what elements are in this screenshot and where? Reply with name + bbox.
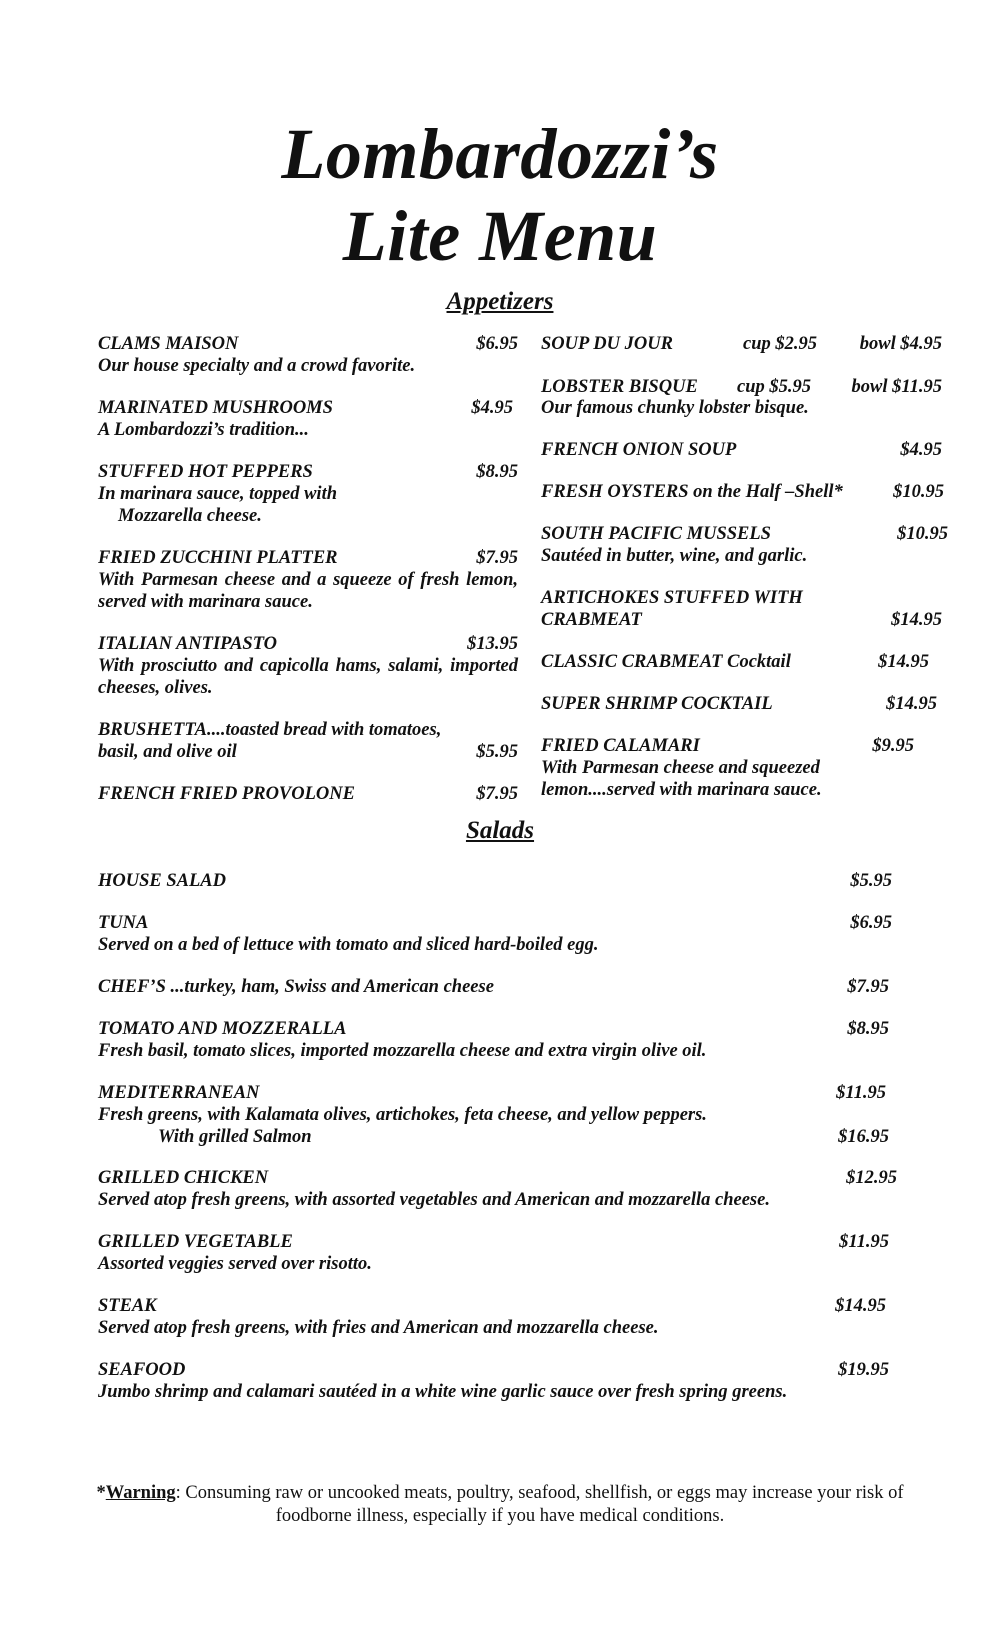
appetizer-bowl-price: bowl $4.95: [859, 334, 942, 354]
salad-price: $19.95: [838, 1360, 889, 1380]
salad-price: $11.95: [839, 1232, 889, 1252]
salad-option: With grilled Salmon: [158, 1127, 312, 1147]
appetizer-name: BRUSHETTA....toasted bread with tomatoes,: [98, 720, 442, 740]
appetizer-desc: Our famous chunky lobster bisque.: [541, 398, 809, 418]
appetizer-desc: Mozzarella cheese.: [118, 506, 262, 526]
appetizer-price: $8.95: [476, 462, 518, 482]
appetizer-price: $5.95: [476, 742, 518, 762]
appetizer-desc: Sautéed in butter, wine, and garlic.: [541, 546, 808, 566]
appetizers-heading: Appetizers: [446, 288, 554, 315]
salad-name: GRILLED CHICKEN: [98, 1168, 269, 1188]
salad-desc: Jumbo shrimp and calamari sautéed in a white wine garlic sauce over fresh spring greens.: [98, 1382, 788, 1402]
page-title-line1: Lombardozzi’s: [281, 114, 719, 194]
appetizer-price: $14.95: [891, 610, 942, 630]
appetizer-name: FRENCH FRIED PROVOLONE: [98, 784, 355, 804]
warning-text: : Consuming raw or uncooked meats, poultry, seafood, shellfish, or eggs may increase your risk of foodborne illness, especially if you have medical conditions.: [175, 1483, 904, 1526]
appetizer-desc: With Parmesan cheese and squeezed: [541, 758, 820, 778]
appetizer-name: FRENCH ONION SOUP: [541, 440, 737, 460]
appetizer-desc: lemon....served with marinara sauce.: [541, 780, 822, 800]
appetizer-name: SUPER SHRIMP COCKTAIL: [541, 694, 773, 714]
salad-option-price: $16.95: [838, 1127, 889, 1147]
appetizer-name: CLASSIC CRABMEAT Cocktail: [541, 652, 791, 672]
salad-name: MEDITERRANEAN: [98, 1083, 260, 1103]
appetizer-price: $4.95: [471, 398, 513, 418]
salad-desc: Served atop fresh greens, with fries and American and mozzarella cheese.: [98, 1318, 659, 1338]
appetizer-desc: With Parmesan cheese and a squeeze of fresh lemon, served with marinara sauce.: [98, 570, 518, 612]
appetizer-price: $14.95: [886, 694, 937, 714]
salad-desc: Fresh basil, tomato slices, imported mozzarella cheese and extra virgin olive oil.: [98, 1041, 707, 1061]
appetizer-name: CLAMS MAISON: [98, 334, 239, 354]
salad-name: SEAFOOD: [98, 1360, 186, 1380]
salad-desc: Served atop fresh greens, with assorted vegetables and American and mozzarella cheese.: [98, 1190, 770, 1210]
appetizer-cup-price: cup $2.95: [743, 334, 817, 354]
salad-name: CHEF’S ...turkey, ham, Swiss and American cheese: [98, 977, 494, 997]
salad-price: $12.95: [846, 1168, 897, 1188]
page-title-line2: Lite Menu: [342, 196, 658, 276]
appetizer-name: FRESH OYSTERS on the Half –Shell*: [541, 482, 843, 502]
salad-price: $11.95: [836, 1083, 886, 1103]
warning-star: *: [96, 1483, 106, 1503]
appetizer-price: $10.95: [893, 482, 944, 502]
salad-desc: Fresh greens, with Kalamata olives, artichokes, feta cheese, and yellow peppers.: [98, 1105, 707, 1125]
salad-price: $7.95: [847, 977, 889, 997]
appetizer-price: $9.95: [872, 736, 914, 756]
salad-desc: Assorted veggies served over risotto.: [98, 1254, 372, 1274]
appetizer-bowl-price: bowl $11.95: [851, 377, 942, 397]
appetizer-desc: With prosciutto and capicolla hams, salami, imported cheeses, olives.: [98, 656, 518, 698]
appetizer-name: ARTICHOKES STUFFED WITH: [541, 588, 803, 608]
salad-price: $6.95: [850, 913, 892, 933]
appetizer-cup-price: cup $5.95: [737, 377, 811, 397]
salads-heading: Salads: [465, 817, 535, 844]
appetizer-price: $7.95: [476, 548, 518, 568]
appetizer-name: FRIED CALAMARI: [541, 736, 700, 756]
food-warning: [80, 1482, 920, 1528]
salad-name: STEAK: [98, 1296, 157, 1316]
appetizer-name: ITALIAN ANTIPASTO: [98, 634, 278, 654]
salad-name: HOUSE SALAD: [98, 871, 226, 891]
appetizer-name: STUFFED HOT PEPPERS: [98, 462, 313, 482]
salad-name: GRILLED VEGETABLE: [98, 1232, 293, 1252]
appetizer-price: $7.95: [476, 784, 518, 804]
salad-desc: Served on a bed of lettuce with tomato and sliced hard-boiled egg.: [98, 935, 599, 955]
appetizer-name: FRIED ZUCCHINI PLATTER: [98, 548, 338, 568]
appetizer-name: SOUP DU JOUR: [541, 334, 673, 354]
salad-price: $8.95: [847, 1019, 889, 1039]
salad-price: $14.95: [835, 1296, 886, 1316]
appetizer-desc: In marinara sauce, topped with: [98, 484, 338, 504]
appetizer-desc: Our house specialty and a crowd favorite.: [98, 356, 416, 376]
salad-price: $5.95: [850, 871, 892, 891]
appetizer-price: $4.95: [900, 440, 942, 460]
appetizer-price: $10.95: [897, 524, 948, 544]
appetizer-name: CRABMEAT: [541, 610, 642, 630]
salad-name: TUNA: [98, 913, 149, 933]
appetizer-name: basil, and olive oil: [98, 742, 237, 762]
appetizer-price: $13.95: [467, 634, 518, 654]
appetizer-price: $6.95: [476, 334, 518, 354]
appetizer-name: LOBSTER BISQUE: [541, 377, 698, 397]
appetizer-price: $14.95: [878, 652, 929, 672]
appetizer-name: SOUTH PACIFIC MUSSELS: [541, 524, 771, 544]
warning-label: Warning: [105, 1483, 176, 1503]
appetizer-name: MARINATED MUSHROOMS: [98, 398, 333, 418]
appetizer-desc: A Lombardozzi’s tradition...: [98, 420, 309, 440]
salad-name: TOMATO AND MOZZERALLA: [98, 1019, 347, 1039]
